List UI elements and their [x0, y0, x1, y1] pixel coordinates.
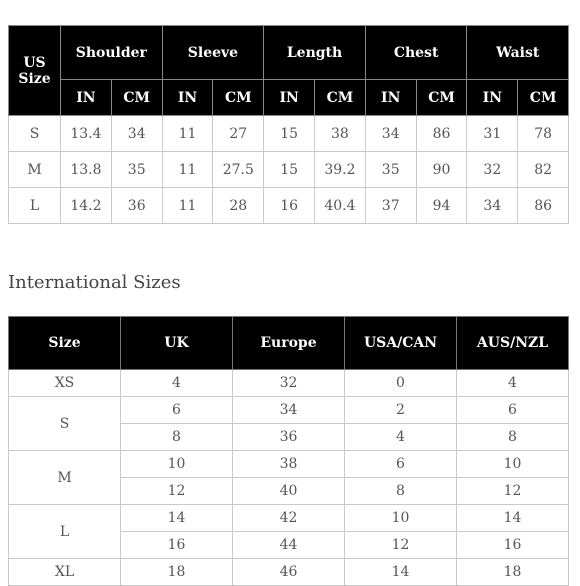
size-cell: S — [9, 116, 61, 152]
table-cell: 86 — [518, 188, 569, 224]
table-cell: 11 — [162, 188, 213, 224]
table-row — [9, 451, 569, 478]
size-cell: M — [9, 152, 61, 188]
table-cell: 15 — [264, 116, 315, 152]
waist-header: Waist — [467, 26, 569, 80]
table-cell: 34 — [111, 116, 162, 152]
unit-cm-header: CM — [416, 80, 467, 116]
table-cell: 36 — [233, 424, 345, 451]
size-guide-table — [8, 25, 569, 224]
size-cell: S — [9, 397, 121, 451]
table-cell: 94 — [416, 188, 467, 224]
table-cell: 6 — [457, 397, 569, 424]
chest-header: Chest — [365, 26, 467, 80]
size-cell: XS — [9, 370, 121, 397]
table-cell: 14 — [345, 559, 457, 586]
size-cell: XL — [9, 559, 121, 586]
table-cell: 10 — [345, 505, 457, 532]
table-cell: 34 — [233, 397, 345, 424]
table-cell: 15 — [264, 152, 315, 188]
length-header: Length — [264, 26, 366, 80]
table-cell: 28 — [213, 188, 264, 224]
table-cell: 82 — [518, 152, 569, 188]
table-cell: 40 — [233, 478, 345, 505]
table-cell: 8 — [345, 478, 457, 505]
size-cell: L — [9, 188, 61, 224]
table-cell: 18 — [457, 559, 569, 586]
table-cell: 16 — [264, 188, 315, 224]
table-cell: 32 — [233, 370, 345, 397]
table-cell: 16 — [121, 532, 233, 559]
unit-in-header: IN — [467, 80, 518, 116]
table-cell: 40.4 — [315, 188, 366, 224]
table-cell: 4 — [121, 370, 233, 397]
international-header-row — [9, 317, 569, 370]
international-sizes-table — [8, 316, 569, 586]
table-cell: 10 — [457, 451, 569, 478]
table-cell: 86 — [416, 116, 467, 152]
table-cell: 37 — [365, 188, 416, 224]
table-cell: 10 — [121, 451, 233, 478]
table-cell: 13.4 — [61, 116, 112, 152]
table-cell: 27.5 — [213, 152, 264, 188]
unit-in-header: IN — [365, 80, 416, 116]
table-row — [9, 370, 569, 397]
table-cell: 34 — [467, 188, 518, 224]
table-cell: 14 — [457, 505, 569, 532]
size-cell: L — [9, 505, 121, 559]
unit-cm-header: CM — [213, 80, 264, 116]
size-guide-group-header-row — [9, 26, 569, 80]
table-cell: 38 — [233, 451, 345, 478]
table-cell: 35 — [111, 152, 162, 188]
table-row — [9, 116, 569, 152]
table-cell: 18 — [121, 559, 233, 586]
uk-column-header: UK — [121, 317, 233, 370]
table-cell: 6 — [121, 397, 233, 424]
table-cell: 90 — [416, 152, 467, 188]
table-cell: 6 — [345, 451, 457, 478]
table-cell: 44 — [233, 532, 345, 559]
europe-column-header: Europe — [233, 317, 345, 370]
size-cell: M — [9, 451, 121, 505]
cut-off-heading — [8, 0, 208, 2]
table-cell: 42 — [233, 505, 345, 532]
table-cell: 32 — [467, 152, 518, 188]
table-row — [9, 188, 569, 224]
table-row — [9, 152, 569, 188]
unit-cm-header: CM — [518, 80, 569, 116]
table-cell: 13.8 — [61, 152, 112, 188]
table-cell: 4 — [345, 424, 457, 451]
unit-cm-header: CM — [315, 80, 366, 116]
table-cell: 38 — [315, 116, 366, 152]
table-cell: 11 — [162, 116, 213, 152]
unit-in-header: IN — [264, 80, 315, 116]
table-row — [9, 505, 569, 532]
unit-in-header: IN — [61, 80, 112, 116]
table-cell: 8 — [121, 424, 233, 451]
table-cell: 36 — [111, 188, 162, 224]
table-cell: 14 — [121, 505, 233, 532]
size-column-header: Size — [9, 317, 121, 370]
table-cell: 11 — [162, 152, 213, 188]
table-cell: 14.2 — [61, 188, 112, 224]
table-cell: 16 — [457, 532, 569, 559]
table-cell: 12 — [345, 532, 457, 559]
table-cell: 12 — [121, 478, 233, 505]
table-cell: 4 — [457, 370, 569, 397]
usa-can-column-header: USA/CAN — [345, 317, 457, 370]
international-sizes-heading: International Sizes — [8, 272, 181, 293]
sleeve-header: Sleeve — [162, 26, 264, 80]
table-row — [9, 559, 569, 586]
table-cell: 8 — [457, 424, 569, 451]
table-cell: 31 — [467, 116, 518, 152]
size-guide-unit-header-row — [9, 80, 569, 116]
aus-nzl-column-header: AUS/NZL — [457, 317, 569, 370]
table-cell: 2 — [345, 397, 457, 424]
table-cell: 39.2 — [315, 152, 366, 188]
table-cell: 12 — [457, 478, 569, 505]
table-row — [9, 397, 569, 424]
table-cell: 27 — [213, 116, 264, 152]
table-cell: 34 — [365, 116, 416, 152]
table-cell: 78 — [518, 116, 569, 152]
table-cell: 0 — [345, 370, 457, 397]
table-cell: 46 — [233, 559, 345, 586]
unit-in-header: IN — [162, 80, 213, 116]
table-cell: 35 — [365, 152, 416, 188]
shoulder-header: Shoulder — [61, 26, 163, 80]
unit-cm-header: CM — [111, 80, 162, 116]
us-size-header: US Size — [9, 26, 61, 116]
